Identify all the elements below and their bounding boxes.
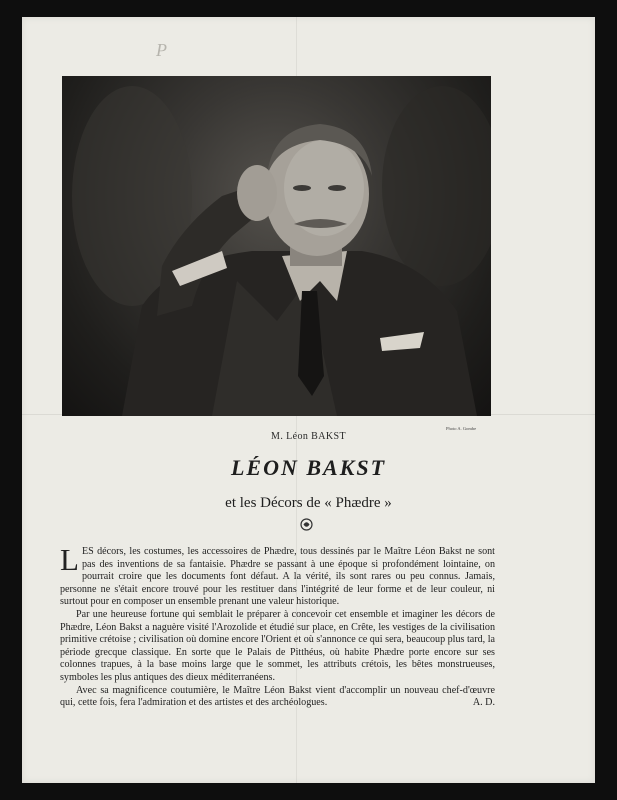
portrait-illustration bbox=[62, 76, 491, 416]
paragraph-1-text: ES décors, les costumes, les accessoires de Phædre, tous dessinés par le Maître Léon Bakst ne sont pas des inventions de sa fantaisie. Phædre se passant à une époque si profondément lointaine, on pourrait croire que les documents font défaut. A la vérité, ils sont rares ou peu connus. Jamais, personne ne s'était encore trouvé pour les restituer dans l'intégrité de leur forme et de leur couleur, ni surtout pour en composer un ensemble prenant une valeur historique. bbox=[60, 546, 495, 608]
article-body bbox=[60, 542, 496, 710]
paragraph-2: Par une heureuse fortune qui semblait le préparer à concevoir cet ensemble et imaginer les décors de Phædre, Léon Bakst a naguère visité l'Arozolide et étudié sur place, en Crête, les vestiges de la civilisation primitive crétoise ; civilisation où domine encore l'Orient et où s'annonce ce qui sera, beaucoup plus tard, la période grecque classique. En sorte que le Palais de Pitthéus, où habite Phædre porte encore sur ses colonnes trapues, à la base moins large que le sommet, les attributs crétois, les bêtes monstrueuses, symboles les plus antiques des dieux méditerranéens. bbox=[60, 608, 496, 683]
photo-caption: M. Léon BAKST bbox=[271, 431, 346, 442]
portrait-photo bbox=[62, 76, 491, 416]
paragraph-1 bbox=[60, 542, 495, 609]
pencil-mark: P bbox=[156, 40, 167, 60]
document-page bbox=[22, 17, 595, 783]
drop-cap: L bbox=[60, 542, 79, 577]
paragraph-3-text: Avec sa magnificence coutumière, le Maître Léon Bakst vient d'accomplir un nouveau chef-d'œuvre qui, cette fois, fera l'admiration et des artistes et des archéologues. bbox=[60, 684, 495, 709]
article-title: LÉON BAKST bbox=[230, 455, 387, 480]
paragraph-3 bbox=[60, 685, 495, 710]
article-subtitle: et les Décors de « Phædre » bbox=[225, 495, 392, 511]
ornament-icon bbox=[300, 518, 313, 531]
photo-credit: Photo A. Gombe bbox=[446, 426, 477, 431]
author-signature: A. D. bbox=[472, 697, 495, 709]
